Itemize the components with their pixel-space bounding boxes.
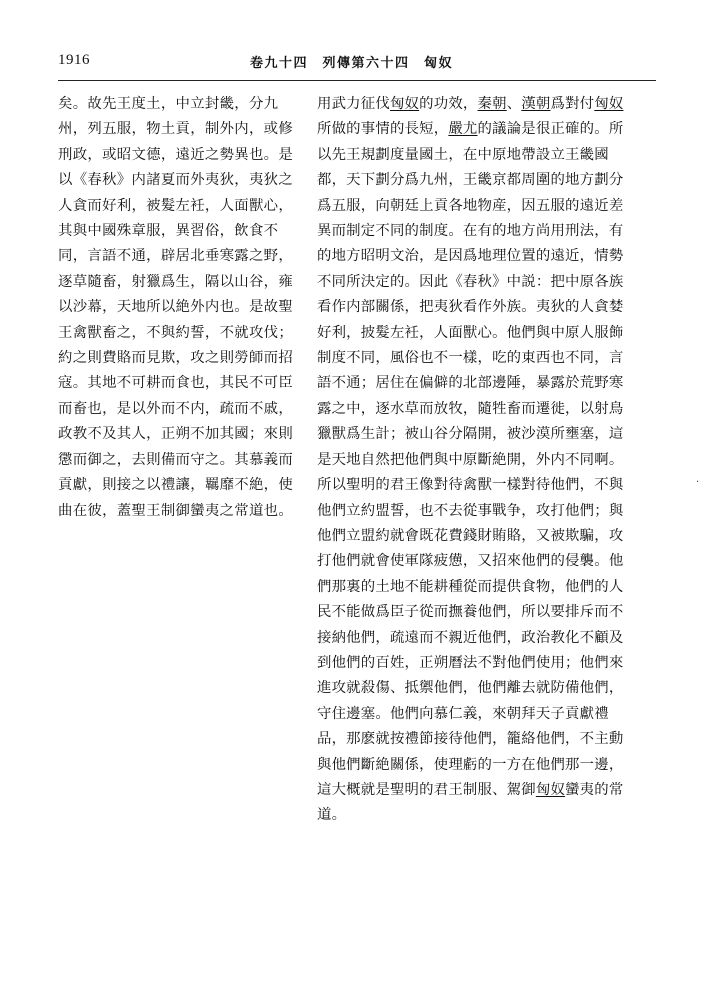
text-line: 用武力征伐匈奴的功效，秦朝、漢朝爲對付匈奴	[317, 96, 624, 112]
text-line: 語不通；居住在偏僻的北部邊陲，暴露於荒野寒	[317, 375, 624, 392]
text-line: 他們立約盟誓，也不去從事戰争，攻打他們；與	[317, 502, 624, 519]
text-line: 矣。故先王度土，中立封畿，分九	[58, 96, 279, 112]
text-line: 守住邊塞。他們向慕仁義，來朝拜天子貢獻禮	[317, 705, 609, 722]
text-line: 曲在彼，蓋聖王制御蠻夷之常道也。	[58, 502, 294, 519]
margin-dot: ·	[696, 477, 700, 488]
text-line: 不同所決定的。因此《春秋》中説：把中原各族	[317, 273, 624, 290]
text-line: 寇。其地不可耕而食也，其民不可臣	[58, 375, 294, 392]
text-line: 其與中國殊章服，異習俗，飲食不	[58, 223, 279, 240]
text-line: 與他們斷絶關係，使理虧的一方在他們那一邊，	[317, 756, 624, 773]
text-line: 刑政，或昭文德，遠近之勢異也。是	[58, 146, 294, 163]
text-line: 進攻就殺傷、抵禦他們，他們離去就防備他們，	[317, 680, 624, 697]
proper-name: 秦朝	[477, 96, 507, 112]
text-line: 打他們就會使軍隊疲憊，又招來他們的侵襲。他	[317, 553, 624, 570]
text-line: 貢獻，則接之以禮讓，羈靡不絶，使	[58, 477, 294, 494]
text-line: 這大概就是聖明的君王制服、駕御匈奴蠻夷的常	[317, 781, 624, 798]
page-number: 1916	[58, 52, 90, 68]
text-line: 接納他們，疏遠而不親近他們，政治教化不顧及	[317, 629, 624, 646]
page-header	[58, 52, 656, 76]
text-line: 逐草隨畜，射獵爲生，隔以山谷，雍	[58, 273, 294, 290]
text-line: 們那裏的土地不能耕種從而提供食物，他們的人	[317, 578, 624, 595]
text-line: 約之則費賂而見欺，攻之則勞師而招	[58, 350, 294, 367]
proper-name: 匈奴	[535, 781, 566, 798]
classical-text-column	[58, 92, 298, 524]
text-line: 爲五服，向朝廷上貢各地物産，因五服的遠近差	[317, 197, 624, 214]
proper-name: 漢朝	[521, 96, 551, 112]
proper-name: 匈奴	[389, 96, 420, 112]
header-rule	[58, 80, 656, 81]
text-line: 而畜也，是以外而不内，疏而不戚，	[58, 400, 294, 417]
text-line: 獵獸爲生計；被山谷分隔開，被沙漠所壅塞，這	[317, 426, 624, 443]
text-line: 所以聖明的君王像對待禽獸一樣對待他們，不與	[317, 477, 624, 494]
text-line: 他們立盟約就會既花費錢財賄賂，又被欺騙，攻	[317, 527, 624, 544]
text-line: 看作内部關係，把夷狄看作外族。夷狄的人貪婪	[317, 299, 624, 316]
text-line: 所做的事情的長短，嚴尤的議論是很正確的。所	[317, 121, 624, 138]
text-line: 露之中，逐水草而放牧，隨牲畜而遷徙，以射鳥	[317, 400, 624, 417]
text-line: 同，言語不通，辟居北垂寒露之野，	[58, 248, 294, 265]
text-line: 人貪而好利，被髮左衽，人面獸心，	[58, 197, 294, 214]
text-line: 制度不同，風俗也不一樣，吃的東西也不同，言	[317, 350, 624, 367]
text-line: 到他們的百姓，正朔曆法不對他們使用；他們來	[317, 654, 624, 671]
text-line: 民不能做爲臣子從而撫養他們，所以要排斥而不	[317, 604, 624, 621]
text-line: 州，列五服，物土貢，制外内，或修	[58, 121, 294, 138]
text-line: 好利，披髮左衽，人面獸心。他們與中原人服飾	[317, 324, 624, 341]
text-line: 王禽獸畜之，不與約誓，不就攻伐；	[58, 324, 294, 341]
text-line: 以先王規劃度量國土，在中原地帶設立王畿國	[317, 146, 609, 163]
translation-column	[317, 92, 657, 829]
text-line: 政教不及其人，正朔不加其國；來則	[58, 426, 294, 443]
text-line: 道。	[317, 807, 347, 824]
running-title: 卷九十四 列傳第六十四 匈奴	[250, 56, 454, 71]
text-line: 都，天下劃分爲九州，王畿京都周圍的地方劃分	[317, 172, 624, 189]
text-line: 異而制定不同的制度。在有的地方尚用刑法，有	[317, 223, 624, 240]
text-line: 懲而御之，去則備而守之。其慕義而	[58, 451, 294, 468]
text-line: 的地方昭明文治，是因爲地理位置的遠近，情勢	[317, 248, 624, 265]
proper-name: 嚴尤	[448, 121, 478, 138]
text-line: 是天地自然把他們與中原斷絶開，外内不同啊。	[317, 451, 624, 468]
text-line: 以沙幕，天地所以絶外内也。是故聖	[58, 299, 294, 316]
text-line: 以《春秋》内諸夏而外夷狄，夷狄之	[58, 172, 294, 189]
text-line: 品，那麽就按禮節接待他們，籠絡他們，不主動	[317, 731, 624, 748]
proper-name: 匈奴	[594, 96, 624, 112]
